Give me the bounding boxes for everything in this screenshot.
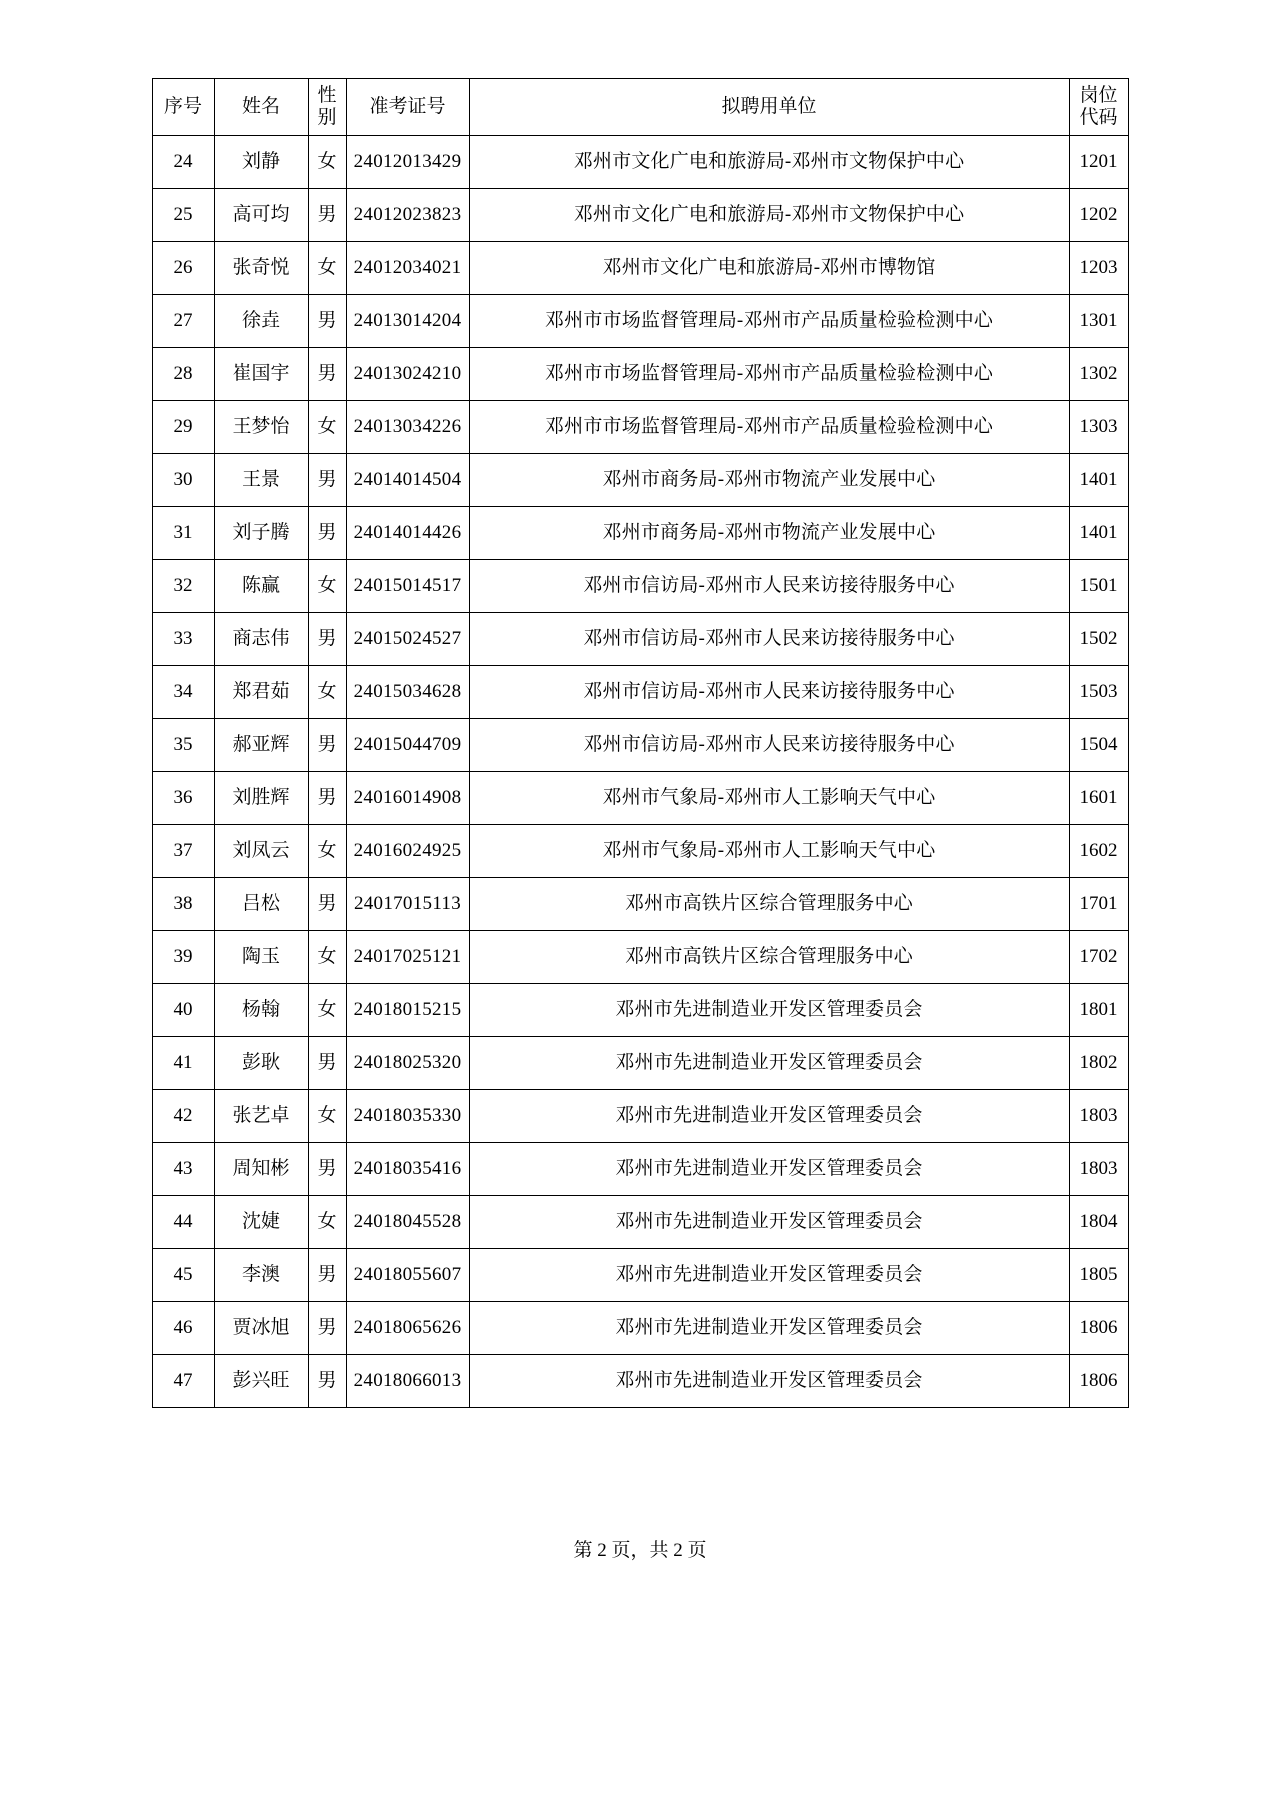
cell-employing-unit: 邓州市商务局-邓州市物流产业发展中心 (469, 507, 1069, 560)
cell-seq: 37 (152, 825, 214, 878)
cell-ticket-number: 24017015113 (346, 878, 469, 931)
cell-ticket-number: 24017025121 (346, 931, 469, 984)
table-row (152, 1196, 1128, 1249)
cell-name: 高可均 (214, 189, 308, 242)
cell-seq: 46 (152, 1302, 214, 1355)
cell-seq: 44 (152, 1196, 214, 1249)
table-body (152, 136, 1128, 1408)
cell-name: 陶玉 (214, 931, 308, 984)
cell-ticket-number: 24014014504 (346, 454, 469, 507)
cell-position-code: 1803 (1069, 1143, 1128, 1196)
cell-sex: 男 (308, 878, 346, 931)
cell-ticket-number: 24018045528 (346, 1196, 469, 1249)
cell-employing-unit: 邓州市信访局-邓州市人民来访接待服务中心 (469, 666, 1069, 719)
cell-sex: 女 (308, 401, 346, 454)
cell-name: 吕松 (214, 878, 308, 931)
table-row (152, 295, 1128, 348)
cell-sex: 男 (308, 454, 346, 507)
cell-position-code: 1804 (1069, 1196, 1128, 1249)
column-header-position-code-line2: 代码 (1079, 107, 1118, 128)
cell-ticket-number: 24013034226 (346, 401, 469, 454)
cell-sex: 女 (308, 666, 346, 719)
cell-ticket-number: 24015024527 (346, 613, 469, 666)
cell-name: 郑君茹 (214, 666, 308, 719)
cell-employing-unit: 邓州市气象局-邓州市人工影响天气中心 (469, 825, 1069, 878)
cell-seq: 40 (152, 984, 214, 1037)
cell-sex: 男 (308, 719, 346, 772)
cell-position-code: 1806 (1069, 1302, 1128, 1355)
cell-employing-unit: 邓州市先进制造业开发区管理委员会 (469, 984, 1069, 1037)
cell-employing-unit: 邓州市高铁片区综合管理服务中心 (469, 878, 1069, 931)
cell-sex: 女 (308, 1090, 346, 1143)
cell-employing-unit: 邓州市文化广电和旅游局-邓州市文物保护中心 (469, 189, 1069, 242)
cell-position-code: 1501 (1069, 560, 1128, 613)
cell-ticket-number: 24018015215 (346, 984, 469, 1037)
cell-ticket-number: 24018035416 (346, 1143, 469, 1196)
cell-sex: 男 (308, 348, 346, 401)
cell-sex: 女 (308, 1196, 346, 1249)
cell-name: 刘静 (214, 136, 308, 189)
cell-ticket-number: 24012023823 (346, 189, 469, 242)
cell-name: 刘子腾 (214, 507, 308, 560)
table-row (152, 613, 1128, 666)
cell-position-code: 1601 (1069, 772, 1128, 825)
table-header (152, 79, 1128, 136)
table-row (152, 719, 1128, 772)
column-header-name: 姓名 (214, 79, 308, 136)
cell-position-code: 1805 (1069, 1249, 1128, 1302)
cell-name: 徐垚 (214, 295, 308, 348)
cell-position-code: 1806 (1069, 1355, 1128, 1408)
cell-sex: 女 (308, 825, 346, 878)
cell-seq: 34 (152, 666, 214, 719)
cell-employing-unit: 邓州市市场监督管理局-邓州市产品质量检验检测中心 (469, 295, 1069, 348)
cell-ticket-number: 24018055607 (346, 1249, 469, 1302)
cell-seq: 38 (152, 878, 214, 931)
cell-ticket-number: 24012013429 (346, 136, 469, 189)
cell-sex: 男 (308, 613, 346, 666)
cell-employing-unit: 邓州市信访局-邓州市人民来访接待服务中心 (469, 613, 1069, 666)
cell-sex: 女 (308, 984, 346, 1037)
cell-employing-unit: 邓州市商务局-邓州市物流产业发展中心 (469, 454, 1069, 507)
cell-position-code: 1303 (1069, 401, 1128, 454)
cell-employing-unit: 邓州市文化广电和旅游局-邓州市博物馆 (469, 242, 1069, 295)
cell-seq: 30 (152, 454, 214, 507)
table-header-row (152, 79, 1128, 136)
column-header-position-code-line1: 岗位 (1079, 85, 1118, 107)
cell-position-code: 1401 (1069, 507, 1128, 560)
cell-seq: 24 (152, 136, 214, 189)
cell-seq: 36 (152, 772, 214, 825)
cell-name: 沈婕 (214, 1196, 308, 1249)
cell-employing-unit: 邓州市市场监督管理局-邓州市产品质量检验检测中心 (469, 401, 1069, 454)
column-header-sex (308, 79, 346, 136)
cell-ticket-number: 24015044709 (346, 719, 469, 772)
cell-name: 刘胜辉 (214, 772, 308, 825)
cell-employing-unit: 邓州市气象局-邓州市人工影响天气中心 (469, 772, 1069, 825)
cell-ticket-number: 24013024210 (346, 348, 469, 401)
table-row (152, 348, 1128, 401)
cell-name: 彭耿 (214, 1037, 308, 1090)
cell-seq: 47 (152, 1355, 214, 1408)
cell-employing-unit: 邓州市先进制造业开发区管理委员会 (469, 1355, 1069, 1408)
table-row (152, 984, 1128, 1037)
cell-employing-unit: 邓州市先进制造业开发区管理委员会 (469, 1196, 1069, 1249)
cell-position-code: 1803 (1069, 1090, 1128, 1143)
cell-ticket-number: 24016014908 (346, 772, 469, 825)
cell-employing-unit: 邓州市先进制造业开发区管理委员会 (469, 1037, 1069, 1090)
cell-seq: 33 (152, 613, 214, 666)
column-header-position-code (1069, 79, 1128, 136)
cell-position-code: 1502 (1069, 613, 1128, 666)
cell-name: 周知彬 (214, 1143, 308, 1196)
cell-ticket-number: 24018025320 (346, 1037, 469, 1090)
cell-sex: 男 (308, 189, 346, 242)
cell-name: 郝亚辉 (214, 719, 308, 772)
cell-seq: 26 (152, 242, 214, 295)
table-row (152, 1037, 1128, 1090)
cell-sex: 男 (308, 772, 346, 825)
cell-ticket-number: 24015034628 (346, 666, 469, 719)
table-row (152, 136, 1128, 189)
table-row (152, 878, 1128, 931)
cell-ticket-number: 24016024925 (346, 825, 469, 878)
cell-position-code: 1301 (1069, 295, 1128, 348)
cell-employing-unit: 邓州市先进制造业开发区管理委员会 (469, 1090, 1069, 1143)
cell-seq: 42 (152, 1090, 214, 1143)
cell-ticket-number: 24013014204 (346, 295, 469, 348)
table-row (152, 1355, 1128, 1408)
cell-employing-unit: 邓州市信访局-邓州市人民来访接待服务中心 (469, 560, 1069, 613)
cell-seq: 28 (152, 348, 214, 401)
cell-ticket-number: 24014014426 (346, 507, 469, 560)
cell-ticket-number: 24018035330 (346, 1090, 469, 1143)
column-header-sex-line2: 别 (317, 107, 337, 128)
cell-seq: 31 (152, 507, 214, 560)
cell-seq: 41 (152, 1037, 214, 1090)
cell-seq: 35 (152, 719, 214, 772)
cell-position-code: 1503 (1069, 666, 1128, 719)
cell-position-code: 1202 (1069, 189, 1128, 242)
table-row (152, 1143, 1128, 1196)
cell-sex: 女 (308, 136, 346, 189)
page-footer: 第 2 页，共 2 页 (573, 1540, 707, 1561)
cell-position-code: 1602 (1069, 825, 1128, 878)
table-row (152, 666, 1128, 719)
cell-name: 张奇悦 (214, 242, 308, 295)
cell-position-code: 1701 (1069, 878, 1128, 931)
cell-sex: 男 (308, 1355, 346, 1408)
table-row (152, 401, 1128, 454)
table-row (152, 189, 1128, 242)
cell-position-code: 1802 (1069, 1037, 1128, 1090)
cell-sex: 女 (308, 242, 346, 295)
table-row (152, 560, 1128, 613)
cell-sex: 男 (308, 1302, 346, 1355)
column-header-seq: 序号 (152, 79, 214, 136)
cell-name: 崔国宇 (214, 348, 308, 401)
cell-sex: 男 (308, 507, 346, 560)
cell-employing-unit: 邓州市市场监督管理局-邓州市产品质量检验检测中心 (469, 348, 1069, 401)
cell-seq: 45 (152, 1249, 214, 1302)
cell-name: 贾冰旭 (214, 1302, 308, 1355)
cell-position-code: 1401 (1069, 454, 1128, 507)
table-row (152, 1090, 1128, 1143)
cell-position-code: 1302 (1069, 348, 1128, 401)
table-row (152, 825, 1128, 878)
cell-position-code: 1201 (1069, 136, 1128, 189)
table-row (152, 772, 1128, 825)
cell-seq: 43 (152, 1143, 214, 1196)
cell-position-code: 1504 (1069, 719, 1128, 772)
table-row (152, 454, 1128, 507)
cell-sex: 男 (308, 1037, 346, 1090)
cell-name: 商志伟 (214, 613, 308, 666)
cell-seq: 25 (152, 189, 214, 242)
cell-seq: 27 (152, 295, 214, 348)
cell-seq: 32 (152, 560, 214, 613)
cell-employing-unit: 邓州市信访局-邓州市人民来访接待服务中心 (469, 719, 1069, 772)
cell-name: 刘凤云 (214, 825, 308, 878)
cell-name: 张艺卓 (214, 1090, 308, 1143)
cell-sex: 男 (308, 295, 346, 348)
cell-ticket-number: 24018065626 (346, 1302, 469, 1355)
cell-ticket-number: 24012034021 (346, 242, 469, 295)
table-row (152, 1249, 1128, 1302)
cell-name: 王梦怡 (214, 401, 308, 454)
table-row (152, 242, 1128, 295)
column-header-ticket-number: 准考证号 (346, 79, 469, 136)
column-header-sex-line1: 性 (317, 85, 337, 107)
table-row (152, 507, 1128, 560)
cell-employing-unit: 邓州市文化广电和旅游局-邓州市文物保护中心 (469, 136, 1069, 189)
cell-employing-unit: 邓州市先进制造业开发区管理委员会 (469, 1249, 1069, 1302)
candidate-roster-table (152, 78, 1129, 1408)
cell-name: 杨翰 (214, 984, 308, 1037)
cell-sex: 女 (308, 931, 346, 984)
cell-name: 李澳 (214, 1249, 308, 1302)
table-row (152, 931, 1128, 984)
cell-sex: 男 (308, 1143, 346, 1196)
table-row (152, 1302, 1128, 1355)
cell-employing-unit: 邓州市高铁片区综合管理服务中心 (469, 931, 1069, 984)
cell-employing-unit: 邓州市先进制造业开发区管理委员会 (469, 1143, 1069, 1196)
cell-position-code: 1801 (1069, 984, 1128, 1037)
cell-sex: 男 (308, 1249, 346, 1302)
cell-position-code: 1702 (1069, 931, 1128, 984)
cell-seq: 29 (152, 401, 214, 454)
cell-position-code: 1203 (1069, 242, 1128, 295)
cell-name: 王景 (214, 454, 308, 507)
cell-sex: 女 (308, 560, 346, 613)
cell-seq: 39 (152, 931, 214, 984)
cell-ticket-number: 24018066013 (346, 1355, 469, 1408)
column-header-employing-unit: 拟聘用单位 (469, 79, 1069, 136)
cell-employing-unit: 邓州市先进制造业开发区管理委员会 (469, 1302, 1069, 1355)
cell-name: 彭兴旺 (214, 1355, 308, 1408)
cell-name: 陈赢 (214, 560, 308, 613)
cell-ticket-number: 24015014517 (346, 560, 469, 613)
